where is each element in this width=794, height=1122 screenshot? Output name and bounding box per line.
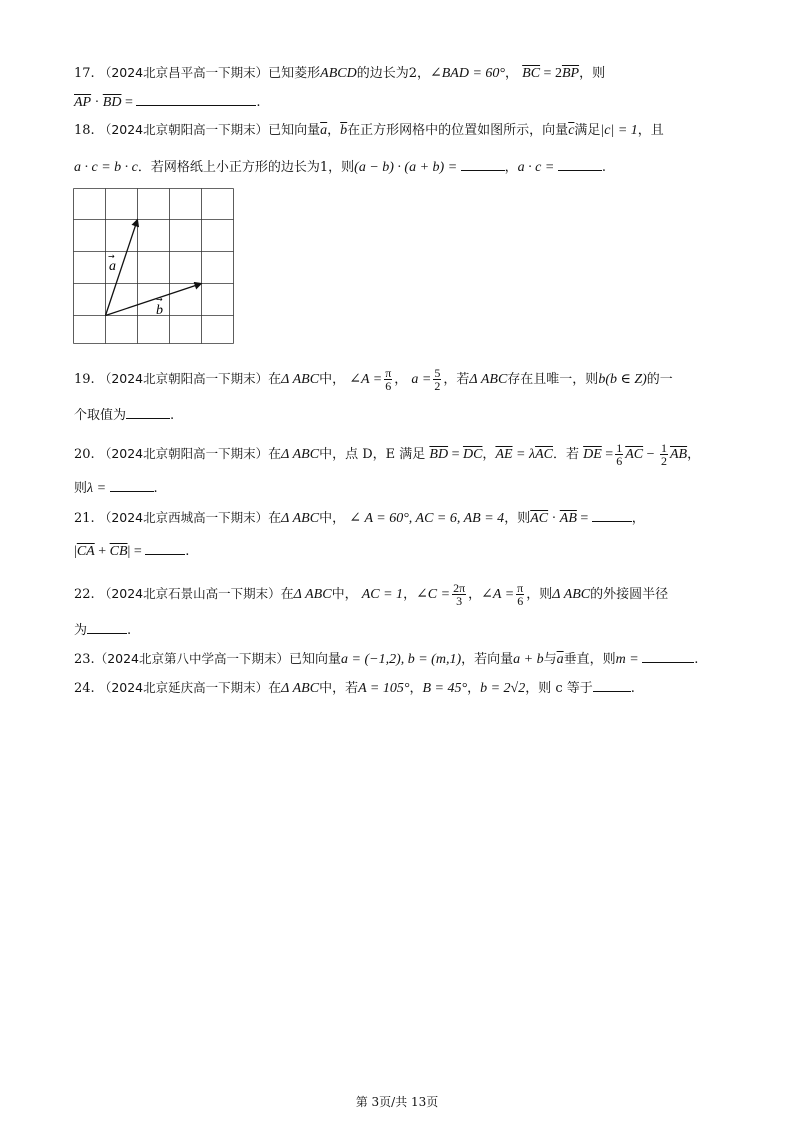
q19-text5: 存在且唯一，则 bbox=[507, 372, 599, 387]
vector-grid-figure bbox=[73, 188, 235, 345]
q18-vec-a: $\overline{a}$ bbox=[320, 123, 328, 138]
q18-text2: ， bbox=[327, 123, 341, 138]
q18-end: . bbox=[601, 160, 606, 175]
q17-line1 bbox=[74, 64, 605, 83]
q18-comma: ， bbox=[504, 160, 518, 175]
q20-frac-1-2: $\frac{1}{2}$ bbox=[660, 441, 667, 468]
q21-vec-ca: $\overline{CA}$ bbox=[76, 544, 95, 559]
q21-line2 bbox=[74, 541, 189, 561]
q23-text3: 与 bbox=[543, 652, 557, 667]
q17-text2: 的边长为2， bbox=[356, 66, 430, 81]
q19-text4: ，若 bbox=[443, 372, 470, 387]
q18-ac-bc: a · c = b · c bbox=[74, 160, 138, 175]
vector-b-arrow bbox=[106, 284, 202, 316]
q22-end: . bbox=[127, 623, 132, 638]
q22-frac-2pi-3: $\frac{2\pi}{3}$ bbox=[453, 581, 466, 608]
q19-line1 bbox=[74, 367, 673, 392]
q24-answer-blank[interactable] bbox=[593, 678, 631, 692]
q18-line2-text: ．若网格纸上小正方形的边长为1，则 bbox=[137, 160, 355, 175]
q22-text6: 的外接圆半径 bbox=[590, 587, 669, 602]
q23-end: . bbox=[694, 652, 699, 667]
q24-source: （2024北京延庆高一下期末） bbox=[98, 680, 269, 695]
q19-text3: ， bbox=[394, 372, 408, 387]
q18-vec-c: $\overline{c}$ bbox=[568, 123, 575, 138]
q18-text5: ，且 bbox=[637, 123, 664, 138]
q21-eq: = bbox=[576, 511, 592, 526]
q20-number: 20. bbox=[74, 447, 95, 462]
q20-text4: ．若 bbox=[552, 447, 579, 462]
q22-text2: 中， bbox=[331, 587, 358, 602]
q24-text4: ， bbox=[467, 681, 481, 696]
q20-text3: ， bbox=[482, 447, 496, 462]
q18-expr: (a − b) · (a + b) = bbox=[354, 160, 461, 175]
q24-angle-b: B = 45° bbox=[422, 681, 468, 696]
q20-minus: − bbox=[643, 447, 658, 462]
q19-triangle-2: Δ ABC bbox=[469, 372, 508, 387]
q20-end: . bbox=[153, 481, 158, 496]
q23-vectors: a = (−1,2), b = (m,1) bbox=[341, 652, 462, 667]
q17-source: （2024北京昌平高一下期末） bbox=[98, 65, 269, 80]
q21-end: . bbox=[185, 544, 190, 559]
q20-text5: ， bbox=[687, 447, 701, 462]
q23-source: （2024北京第八中学高一下期末） bbox=[94, 651, 289, 666]
q22-answer-blank[interactable] bbox=[87, 620, 127, 634]
q19-line2 bbox=[74, 405, 174, 425]
q18-line2 bbox=[74, 157, 606, 177]
q17-vec-bp: $\overline{BP}$ bbox=[561, 66, 580, 81]
q17-text: 已知菱形 bbox=[268, 66, 321, 81]
q22-source: （2024北京石景山高一下期末） bbox=[98, 586, 281, 601]
q21-number: 21. bbox=[74, 511, 95, 526]
q19-b-expr: b(b ∈ Z) bbox=[598, 372, 647, 387]
q19-frac-5-2: $\frac{5}{2}$ bbox=[434, 366, 441, 393]
q17-eq: = 2 bbox=[540, 66, 562, 81]
q20-line2 bbox=[74, 478, 158, 498]
q20-vec-bd: $\overline{BD}$ bbox=[429, 447, 449, 462]
q21-abs-close: | bbox=[127, 544, 131, 559]
q20-vec-dc: $\overline{DC}$ bbox=[462, 447, 483, 462]
q21-dot: · bbox=[548, 511, 560, 526]
grid-lines bbox=[74, 189, 234, 344]
q23-vec-a: $\overline{a}$ bbox=[556, 652, 564, 667]
q24-side-b: b = 2√2 bbox=[480, 681, 526, 696]
q19-angle: ∠A = bbox=[349, 372, 383, 387]
q17-vec-bc: $\overline{BC}$ bbox=[522, 66, 541, 81]
q18-abs-c: |c| = 1 bbox=[600, 123, 638, 138]
q20-eq-lambda: = λ bbox=[512, 447, 536, 462]
q22-text3: ， bbox=[403, 587, 417, 602]
q18-vec-b: $\overline{b}$ bbox=[340, 123, 348, 138]
q22-triangle-2: Δ ABC bbox=[552, 587, 591, 602]
q21-abs-open: | bbox=[74, 544, 77, 559]
q18-source: （2024北京朝阳高一下期末） bbox=[98, 122, 269, 137]
q20-eq3: = bbox=[601, 447, 614, 462]
page-footer: 第 3页/共 13页 bbox=[355, 1095, 439, 1109]
q19-end: . bbox=[170, 408, 175, 423]
q23-m: m = bbox=[615, 652, 643, 667]
q20-vec-de: $\overline{DE}$ bbox=[583, 447, 602, 462]
q18-ac: a · c = bbox=[517, 160, 558, 175]
q18-text4: 满足 bbox=[574, 123, 601, 138]
q18-number: 18. bbox=[74, 123, 95, 138]
q21-answer-blank-2[interactable] bbox=[145, 541, 185, 555]
vector-a-label: a bbox=[109, 259, 116, 274]
q20-vec-ac: $\overline{AC}$ bbox=[535, 447, 553, 462]
q19-line2-text: 个取值为 bbox=[74, 408, 127, 423]
q24-triangle: Δ ABC bbox=[281, 681, 320, 696]
q22-triangle: Δ ABC bbox=[293, 587, 332, 602]
q21-plus: + bbox=[94, 544, 110, 559]
q19-text: 在 bbox=[268, 372, 282, 387]
q22-text5: ，则 bbox=[526, 587, 553, 602]
q22-text4: ， bbox=[468, 587, 482, 602]
q23-answer-blank[interactable] bbox=[642, 649, 694, 663]
q24-line bbox=[74, 678, 635, 698]
q19-text2: 中， bbox=[319, 372, 346, 387]
q17-answer-blank[interactable] bbox=[136, 92, 256, 106]
q17-vec-ap: $\overline{AP}$ bbox=[74, 95, 92, 110]
q18-text3: 在正方形网格中的位置如图所示，向量 bbox=[347, 123, 569, 138]
q19-triangle: Δ ABC bbox=[281, 372, 320, 387]
q24-number: 24. bbox=[74, 681, 95, 696]
q17-abcd: ABCD bbox=[320, 66, 357, 81]
q22-angle-c: ∠C = bbox=[416, 587, 451, 602]
q21-answer-blank-1[interactable] bbox=[592, 508, 632, 522]
q21-conditions: ∠ A = 60°, AC = 6, AB = 4 bbox=[349, 511, 505, 526]
q20-vec-ab: $\overline{AB}$ bbox=[669, 447, 688, 462]
q21-vec-ab: $\overline{AB}$ bbox=[559, 511, 577, 526]
q19-source: （2024北京朝阳高一下期末） bbox=[98, 371, 269, 386]
q20-frac-1-6: $\frac{1}{6}$ bbox=[616, 441, 623, 468]
q22-ac: AC = 1 bbox=[361, 587, 404, 602]
q19-number: 19. bbox=[74, 372, 95, 387]
q17-line2 bbox=[74, 92, 261, 112]
q17-sep: ， bbox=[505, 66, 519, 81]
q20-vec-ac-2: $\overline{AC}$ bbox=[625, 447, 644, 462]
q20-line1 bbox=[74, 442, 700, 467]
q23-text: 已知向量 bbox=[289, 652, 342, 667]
q23-text4: 垂直，则 bbox=[563, 652, 616, 667]
q24-angle-a: A = 105° bbox=[358, 681, 410, 696]
q22-line2 bbox=[74, 620, 131, 640]
q22-number: 22. bbox=[74, 587, 95, 602]
q22-angle-a: ∠A = bbox=[481, 587, 515, 602]
q18-answer-blank-1[interactable] bbox=[461, 157, 505, 171]
q21-line1 bbox=[74, 508, 645, 528]
q19-a-eq: a = bbox=[411, 372, 432, 387]
q20-vec-ae: $\overline{AE}$ bbox=[495, 447, 513, 462]
q21-source: （2024北京西城高一下期末） bbox=[98, 510, 269, 525]
q17-end: . bbox=[256, 95, 261, 110]
q24-end: . bbox=[630, 681, 635, 696]
q18-answer-blank-2[interactable] bbox=[558, 157, 602, 171]
q17-dot: · bbox=[91, 95, 103, 110]
q24-text5: ，则 c 等于 bbox=[525, 681, 593, 696]
q22-line2-text: 为 bbox=[74, 623, 88, 638]
q20-eq: = bbox=[448, 447, 463, 462]
q20-triangle: Δ ABC bbox=[281, 447, 320, 462]
q22-text: 在 bbox=[280, 587, 294, 602]
q21-vec-ac: $\overline{AC}$ bbox=[530, 511, 549, 526]
q24-text: 在 bbox=[268, 681, 282, 696]
q21-triangle: Δ ABC bbox=[281, 511, 320, 526]
q23-number: 23. bbox=[74, 652, 95, 667]
q17-text3: ，则 bbox=[579, 66, 606, 81]
q20-line2-text: 则 bbox=[74, 481, 88, 496]
q21-vec-cb: $\overline{CB}$ bbox=[109, 544, 128, 559]
q22-frac-pi-6: $\frac{\pi}{6}$ bbox=[517, 581, 524, 608]
q18-line1 bbox=[74, 121, 664, 140]
q23-sum: a + b bbox=[513, 652, 544, 667]
q21-text: 在 bbox=[268, 511, 282, 526]
q20-text2: 中，点 D，E 满足 bbox=[319, 447, 426, 462]
q17-eq2: = bbox=[121, 95, 137, 110]
q23-text2: ，若向量 bbox=[461, 652, 514, 667]
q17-number: 17. bbox=[74, 66, 95, 81]
q19-frac-pi-6: $\frac{\pi}{6}$ bbox=[385, 366, 392, 393]
q20-lambda: λ = bbox=[87, 481, 110, 496]
q19-text6: 的一 bbox=[646, 372, 673, 387]
q17-vec-bd: $\overline{BD}$ bbox=[102, 95, 122, 110]
vector-b-label-arrow: → bbox=[156, 295, 163, 304]
vector-b-label: b bbox=[156, 303, 163, 318]
q21-text3: ，则 bbox=[504, 511, 531, 526]
q20-source: （2024北京朝阳高一下期末） bbox=[98, 446, 269, 461]
q21-text2: 中， bbox=[319, 511, 346, 526]
q20-text: 在 bbox=[268, 447, 282, 462]
q24-text2: 中，若 bbox=[319, 681, 359, 696]
q21-text4: ， bbox=[631, 511, 645, 526]
q22-line1 bbox=[74, 582, 668, 607]
vector-a-label-arrow: → bbox=[108, 252, 115, 261]
q24-text3: ， bbox=[409, 681, 423, 696]
q17-angle: ∠BAD = 60° bbox=[430, 66, 505, 81]
q19-answer-blank[interactable] bbox=[126, 405, 170, 419]
q21-eq2: = bbox=[130, 544, 146, 559]
q18-text: 已知向量 bbox=[268, 123, 321, 138]
q23-line bbox=[74, 649, 698, 669]
q20-answer-blank[interactable] bbox=[110, 478, 154, 492]
